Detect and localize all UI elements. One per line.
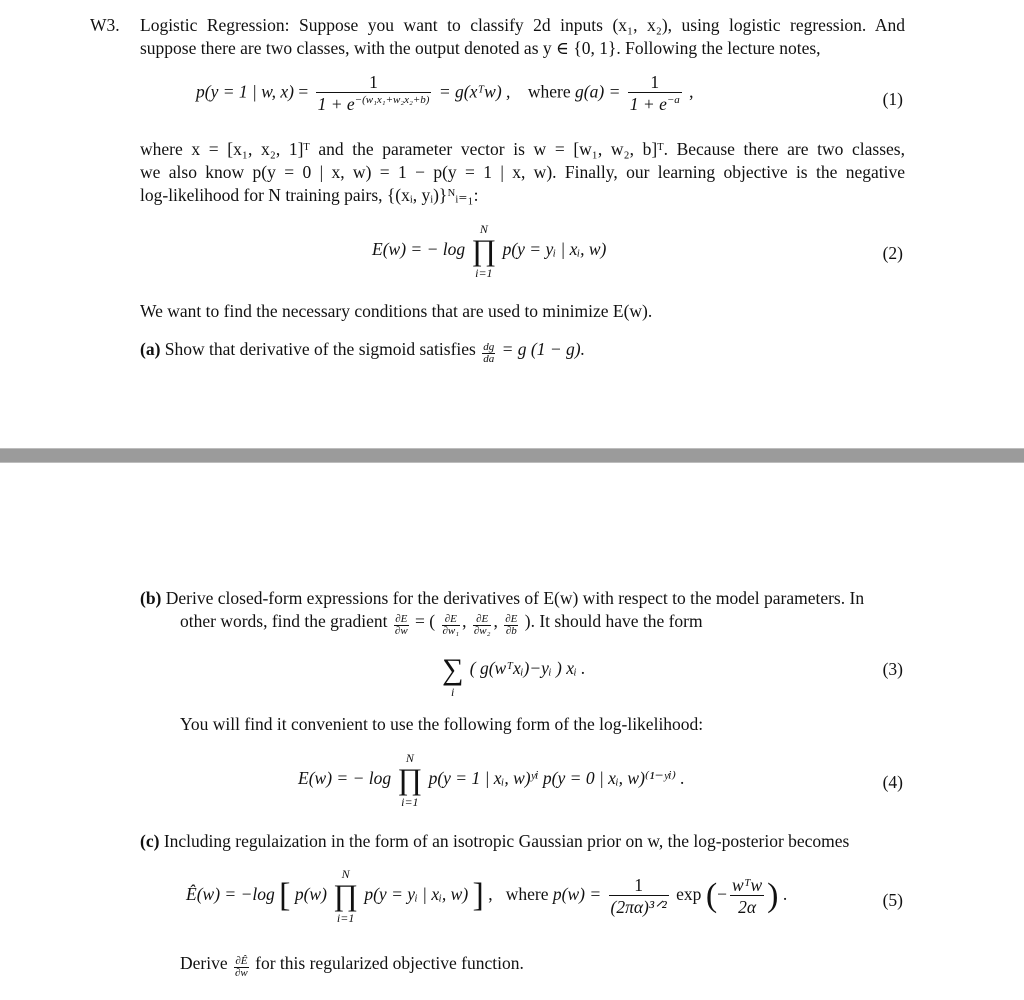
gradient-den: ∂w xyxy=(394,625,408,637)
eq5-number: (5) xyxy=(882,890,903,910)
page-lower xyxy=(0,463,1024,1000)
para1-line-3: log-likelihood for N training pairs, {(xᵢ, yᵢ)}ᴺᵢ₌₁: xyxy=(140,185,479,205)
intro-line-2: suppose there are two classes, with the output denoted as y ∈ {0, 1}. Following the lecture notes, xyxy=(140,38,821,58)
eq2-upper-limit: N xyxy=(479,222,488,236)
eq2-product-symbol: ∏ xyxy=(471,234,497,267)
eq1-denominator xyxy=(316,93,432,115)
eq5-product-symbol: ∏ xyxy=(333,879,358,912)
eq3-number: (3) xyxy=(882,659,903,679)
equation-2 xyxy=(372,222,606,280)
eq5-prior-lhs: p(w) = xyxy=(552,884,602,905)
derive-end: for this regularized objective function. xyxy=(255,953,524,973)
eq4-product-symbol: ∏ xyxy=(397,763,423,796)
eq5-exp-den: 2α xyxy=(738,896,757,917)
intro-line-1: Logistic Regression: Suppose you want to classify 2d inputs (x₁, x₂), using logistic regression. And xyxy=(140,15,905,35)
eq1-numerator: 1 xyxy=(316,72,432,93)
partial-w2 xyxy=(473,614,492,637)
eq1-g-denominator xyxy=(628,93,682,115)
para1-line-1: where x = [x₁, x₂, 1]ᵀ and the parameter vector is w = [w₁, w₂, b]ᵀ. Because there are two classes, xyxy=(140,139,905,159)
gradient-fraction xyxy=(394,614,409,637)
gradient-eq: = ( xyxy=(415,611,436,631)
eq5-product xyxy=(333,867,358,925)
eq3-body: ( g(wᵀxᵢ)−yᵢ ) xᵢ . xyxy=(469,658,586,679)
eq5-left-bracket: [ xyxy=(279,877,291,915)
eq5-dot: . xyxy=(782,884,788,905)
eq2-rhs: p(y = yᵢ | xᵢ, w) xyxy=(502,239,607,260)
eq4-rhs: p(y = 1 | xᵢ, w)ʸⁱ p(y = 0 | xᵢ, w)⁽¹⁻ʸⁱ⁾ . xyxy=(428,768,685,789)
part-a xyxy=(140,338,585,365)
page-upper xyxy=(0,0,1024,448)
eq1-den-exponent: −(w₁x₁+w₂x₂+b) xyxy=(354,94,430,107)
eq2-lhs: E(w) = − log xyxy=(372,239,466,260)
part-a-label: (a) xyxy=(140,339,161,359)
part-a-d-den: da xyxy=(483,353,495,365)
derive-fraction xyxy=(234,956,249,979)
eq5-exp-num: wᵀw xyxy=(732,874,763,895)
partial-w2-den: ∂w₂ xyxy=(473,625,491,637)
eq1-g-den-exponent: −a xyxy=(666,94,680,107)
eq3-lower-limit: i xyxy=(451,685,455,699)
derive-num: ∂Ê xyxy=(235,955,248,967)
eq5-lhs: Ê(w) = −log xyxy=(186,884,275,905)
part-b-label: (b) xyxy=(140,588,162,608)
eq5-upper-limit: N xyxy=(341,867,350,881)
eq4-product xyxy=(398,751,423,809)
part-b-text-2-start: other words, find the gradient xyxy=(180,611,388,631)
part-a-d-num: dg xyxy=(483,341,495,353)
partial-w1 xyxy=(442,614,461,637)
eq1-equals: = xyxy=(298,81,309,102)
eq1-den-base: 1 + e xyxy=(317,94,355,114)
eq2-number: (2) xyxy=(882,243,903,263)
eq3-sum xyxy=(442,641,463,699)
para1-line-2: we also know p(y = 0 | x, w) = 1 − p(y = 1 | x, w). Finally, our learning objective is the negative xyxy=(140,162,905,182)
eq5-lower-limit: i=1 xyxy=(336,911,355,925)
part-b-line-2: other words, find the gradient $\frac{\partial E}{\partial w}$ = ( $\frac{\partial E}{\text{∂w₁}}$ , $\frac{\partial E}{\text{∂w₂}}$ , $\frac{\partial E}{\partial b}$ ). It should have the form xyxy=(180,611,703,637)
eq1-tail: , xyxy=(689,81,694,102)
partial-w1-den: ∂w₁ xyxy=(442,625,460,637)
eq4-upper-limit: N xyxy=(405,751,414,765)
part-a-derivative xyxy=(482,342,495,365)
eq1-g-numerator: 1 xyxy=(628,72,682,93)
equation-4 xyxy=(298,751,685,809)
eq2-lower-limit: i=1 xyxy=(475,266,493,280)
derive-start: Derive xyxy=(180,953,228,973)
eq5-where: where xyxy=(505,884,549,905)
eq5-comma: , xyxy=(488,884,493,905)
part-c-label: (c) xyxy=(140,831,160,851)
partial-b xyxy=(504,614,518,637)
eq1-fraction xyxy=(316,72,432,115)
para3: You will find it convenient to use the following form of the log-likelihood: xyxy=(180,714,704,734)
eq5-right-paren: ) xyxy=(767,877,779,915)
eq5-right-bracket: ] xyxy=(472,877,484,915)
part-c xyxy=(140,830,849,852)
eq1-g-fraction xyxy=(628,72,682,115)
eq3-sum-symbol: ∑ xyxy=(442,653,464,686)
eq4-number: (4) xyxy=(882,772,903,792)
partial-b-den: ∂b xyxy=(505,625,517,637)
eq4-lhs: E(w) = − log xyxy=(298,768,392,789)
eq4-lower-limit: i=1 xyxy=(401,795,419,809)
part-c-text: Including regulaization in the form of an isotropic Gaussian prior on w, the log-posterior becomes xyxy=(163,831,850,851)
equation-5 xyxy=(186,867,787,925)
eq5-exp: exp xyxy=(676,884,702,905)
part-b-line-1 xyxy=(140,587,864,609)
partial-w1-num: ∂E xyxy=(442,614,461,626)
eq5-prior-num: 1 xyxy=(609,875,669,896)
part-b-text-1: Derive closed-form expressions for the derivatives of E(w) with respect to the model parameters. In xyxy=(165,588,865,608)
gradient-num: ∂E xyxy=(395,613,408,625)
eq5-prior-den: (2πα)³ᐟ² xyxy=(610,896,667,917)
equation-1 xyxy=(196,72,694,115)
part-a-text: Show that derivative of the sigmoid satisfies xyxy=(164,339,476,359)
partial-b-num: ∂E xyxy=(505,613,518,625)
eq5-exp-fraction xyxy=(730,875,764,918)
part-b-text-2-end: ). It should have the form xyxy=(524,611,703,631)
part-a-tail: = g (1 − g). xyxy=(501,339,585,359)
eq1-g-den-base: 1 + e xyxy=(629,94,667,114)
eq1-where: where xyxy=(527,81,571,102)
eq1-g-lhs: g(a) = xyxy=(575,81,621,102)
equation-3 xyxy=(440,641,586,699)
eq1-number: (1) xyxy=(882,89,903,109)
derive-den: ∂w xyxy=(235,967,248,979)
derive-line xyxy=(180,952,524,979)
eq5-minus: − xyxy=(717,884,728,905)
eq5-prior: p(w) xyxy=(294,884,327,905)
eq2-product xyxy=(472,222,497,280)
eq5-rhs: p(y = yᵢ | xᵢ, w) xyxy=(364,884,469,905)
eq5-left-paren: ( xyxy=(705,877,718,915)
para2: We want to find the necessary conditions that are used to minimize E(w). xyxy=(140,301,653,321)
eq1-middle: = g(xᵀw) , xyxy=(438,81,511,102)
partial-w2-num: ∂E xyxy=(473,614,492,626)
eq5-prior-fraction xyxy=(609,875,669,918)
page-separator xyxy=(0,448,1024,463)
problem-label: W3. xyxy=(90,15,120,35)
eq1-lhs: p(y = 1 | w, x) xyxy=(196,81,294,102)
